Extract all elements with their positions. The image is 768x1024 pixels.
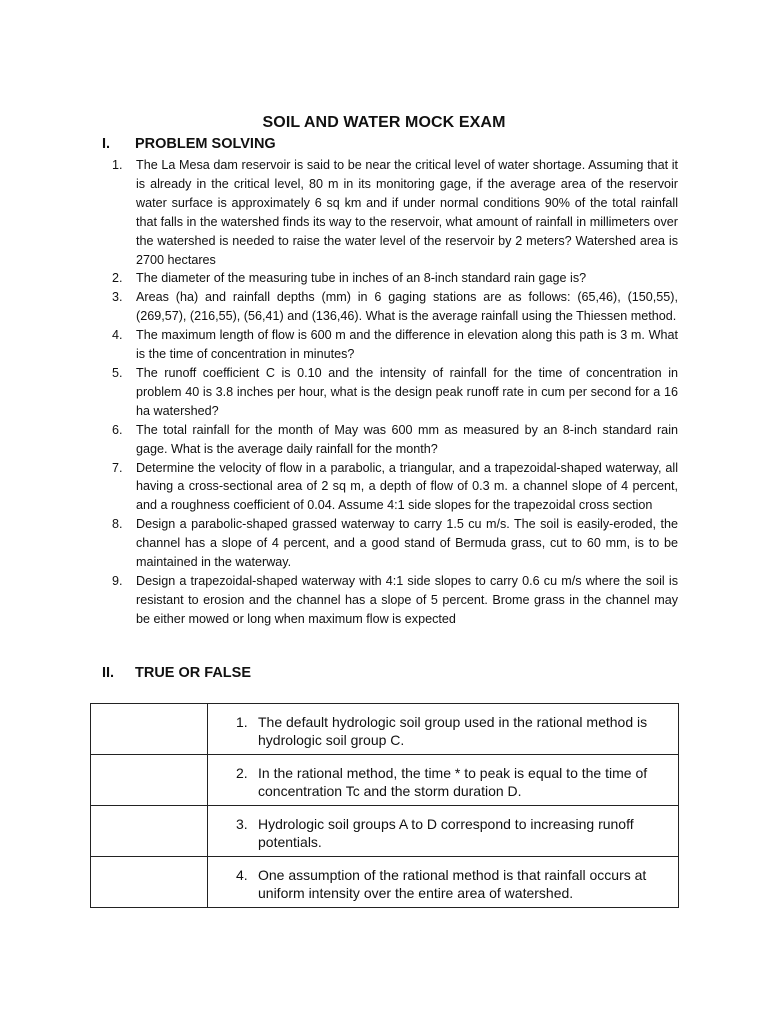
item-text: The total rainfall for the month of May was 600 mm as measured by an 8-inch standard rain gage. What is the average daily rainfall for the month? <box>136 422 678 456</box>
item-text: In the rational method, the time * to peak is equal to the time of concentration Tc and the storm duration D. <box>258 765 648 799</box>
item-number: 7. <box>112 460 123 475</box>
item-number: 6. <box>112 422 123 437</box>
list-item <box>112 459 678 516</box>
statement-cell <box>208 704 679 755</box>
statement-cell <box>208 755 679 806</box>
item-number: 1. <box>112 158 123 172</box>
table-row <box>91 755 679 806</box>
list-item <box>112 326 678 364</box>
section-number: II. <box>102 665 115 681</box>
list-item <box>112 515 678 572</box>
list-item <box>112 156 678 269</box>
section-label: PROBLEM SOLVING <box>135 136 276 152</box>
problem-list <box>112 156 678 629</box>
item-number: 1. <box>236 714 248 730</box>
item-text: The maximum length of flow is 600 m and the difference in elevation along this path is 3 m. What is the time of concentration in minutes? <box>136 328 678 362</box>
item-number: 3. <box>236 816 248 832</box>
section-label: TRUE OR FALSE <box>135 665 252 681</box>
list-item <box>112 572 678 629</box>
section-heading-problem-solving <box>102 136 276 152</box>
item-text: Design a trapezoidal-shaped waterway with 4:1 side slopes to carry 0.6 cu m/s where the soil is resistant to erosion and the channel has a slope of 5 percent. Brome grass in the channel may be either mowed or long when maximum flow is expected <box>136 573 678 626</box>
item-text: The default hydrologic soil group used in the rational method is hydrologic soil group C. <box>258 714 648 748</box>
item-text: Areas (ha) and rainfall depths (mm) in 6 gaging stations are as follows: (65,46), (150,55), (269,57), (216,55), (56,41) and (136,46). What is the average rainfall using the Thiessen method. <box>136 290 678 324</box>
table-row <box>91 806 679 857</box>
item-text: Hydrologic soil groups A to D correspond to increasing runoff potentials. <box>258 816 634 850</box>
list-item <box>112 288 678 326</box>
item-text: The runoff coefficient C is 0.10 and the intensity of rainfall for the time of concentration in problem 40 is 3.8 inches per hour, what is the design peak runoff rate in cum per second for a 16 ha watershed? <box>136 365 678 418</box>
item-text: The diameter of the measuring tube in inches of an 8-inch standard rain gage is? <box>136 271 587 286</box>
item-number: 9. <box>112 573 123 588</box>
answer-cell[interactable] <box>91 806 208 857</box>
page-title: SOIL AND WATER MOCK EXAM <box>262 114 506 131</box>
statement-cell <box>208 806 679 857</box>
item-text: One assumption of the rational method is that rainfall occurs at uniform intensity over the entire area of watershed. <box>258 867 647 901</box>
section-number: I. <box>102 136 111 152</box>
list-item <box>112 269 678 288</box>
item-number: 5. <box>112 365 123 380</box>
answer-cell[interactable] <box>91 857 208 908</box>
item-number: 2. <box>112 271 123 286</box>
item-number: 4. <box>112 328 123 343</box>
answer-cell[interactable] <box>91 755 208 806</box>
item-text: Design a parabolic-shaped grassed waterway to carry 1.5 cu m/s. The soil is easily-eroded, the channel has a slope of 4 percent, and a good stand of Bermuda grass, cut to 60 mm, is to be maintained in the waterway. <box>136 517 678 570</box>
item-number: 4. <box>236 867 248 883</box>
true-false-table <box>90 703 679 908</box>
item-number: 3. <box>112 290 123 305</box>
section-heading-true-or-false <box>102 665 251 681</box>
table-row <box>91 857 679 908</box>
item-text: The La Mesa dam reservoir is said to be near the critical level of water shortage. Assuming that it is already in the critical level, 80 m in its monitoring gage, if the average area of the reservoir water surface is approximately 6 sq km and if under normal conditions 90% of the total rainfall that falls in the watershed finds its way to the reservoir, what amount of rainfall in millimeters over the watershed is needed to raise the water level of the reservoir by 2 meters? Watershed area is 2700 hectares <box>136 158 678 267</box>
statement-cell <box>208 857 679 908</box>
item-text: Determine the velocity of flow in a parabolic, a triangular, and a trapezoidal-shaped waterway, all having a cross-sectional area of 2 sq m, a depth of flow of 0.3 m. a channel slope of 4 percent, and a roughness coefficient of 0.04. Assume 4:1 side slopes for the trapezoidal cross section <box>136 460 678 513</box>
answer-cell[interactable] <box>91 704 208 755</box>
list-item <box>112 421 678 459</box>
table-row <box>91 704 679 755</box>
list-item <box>112 364 678 421</box>
item-number: 2. <box>236 765 248 781</box>
item-number: 8. <box>112 517 123 532</box>
